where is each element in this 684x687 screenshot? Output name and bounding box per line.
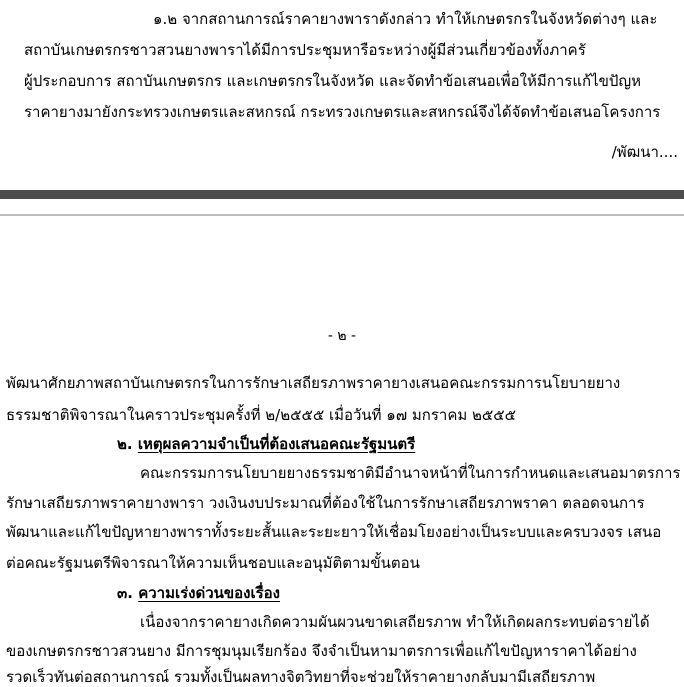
section-3-title: ความเร่งด่วนของเรื่อง xyxy=(138,584,280,602)
section-2-line-4: ต่อคณะรัฐมนตรีพิจารณาให้ความเห็นชอบและอนุมัติตามขั้นตอน xyxy=(6,554,420,572)
section-2-line-3: พัฒนาและแก้ไขปัญหายางพาราทั้งระยะสั้นและระยะยาวให้เชื่อมโยงอย่างเป็นระบบและครบวงจร เสนอ xyxy=(6,523,662,541)
section-2-title: เหตุผลความจำเป็นที่ต้องเสนอคณะรัฐมนตรี xyxy=(137,435,416,453)
section-2-line-1: คณะกรรมการนโยบายยางธรรมชาติมีอำนาจหน้าที่ในการกำหนดและเสนอมาตรการ xyxy=(140,464,681,482)
section-3-line-2: ของเกษตรกรชาวสวนยาง มีการชุมนุมเรียกร้อง จึงจำเป็นหามาตรการเพื่อแก้ไขปัญหาราคาได้อย่าง xyxy=(6,642,637,660)
intro-line-2: ธรรมชาติพิจารณาในคราวประชุมครั้งที่ ๒/๒๕๕๕ เมื่อวันที่ ๑๗ มกราคม ๒๕๕๕ xyxy=(6,406,516,424)
section-3-line-1: เนื่องจากราคายางเกิดความผันผวนขาดเสถียรภาพ ทำให้เกิดผลกระทบต่อรายได้ xyxy=(140,613,650,631)
section-2-line-2: รักษาเสถียรภาพราคายางพารา วงเงินงบประมาณที่ต้องใช้ในการรักษาเสถียรภาพราคา ตลอดจนการ xyxy=(6,494,645,512)
section-3-line-3: รวดเร็วทันต่อสถานการณ์ รวมทั้งเป็นผลทางจิตวิทยาที่จะช่วยให้ราคายางกลับมามีเสถียรภาพ xyxy=(6,668,596,686)
paragraph-1-2-line-4: ราคายางมายังกระทรวงเกษตรและสหกรณ์ กระทรวงเกษตรและสหกรณ์จึงได้จัดทำข้อเสนอโครงการ xyxy=(24,103,661,121)
section-3-heading xyxy=(117,583,280,603)
page-separator xyxy=(0,190,684,226)
paragraph-1-2-line-2: สถาบันเกษตรกรชาวสวนยางพาราได้มีการประชุมหารือระหว่างผู้มีส่วนเกี่ยวข้องทั้งภาครั xyxy=(24,41,586,59)
page-separator-bar xyxy=(0,190,684,199)
page-separator-edge xyxy=(0,214,684,216)
section-2-heading xyxy=(117,434,415,454)
section-3-number: ๓. xyxy=(117,584,133,602)
document-page-top xyxy=(0,0,684,190)
paragraph-1-2-line-1: ๑.๒ จากสถานการณ์ราคายางพาราดังกล่าว ทำให้เกษตรกรในจังหวัดต่างๆ และ xyxy=(153,10,658,28)
section-2-number: ๒. xyxy=(117,435,133,453)
page-number: - ๒ - xyxy=(327,328,357,344)
document-page-bottom xyxy=(0,226,684,686)
continuation-marker: /พัฒนา.... xyxy=(611,143,678,161)
intro-line-1: พัฒนาศักยภาพสถาบันเกษตรกรในการรักษาเสถียรภาพราคายางเสนอคณะกรรมการนโยบายยาง xyxy=(6,374,621,392)
paragraph-1-2-line-3: ผู้ประกอบการ สถาบันเกษตรกร และเกษตรกรในจังหวัด และจัดทำข้อเสนอเพื่อให้มีการแก้ไขปัญห xyxy=(24,72,642,90)
